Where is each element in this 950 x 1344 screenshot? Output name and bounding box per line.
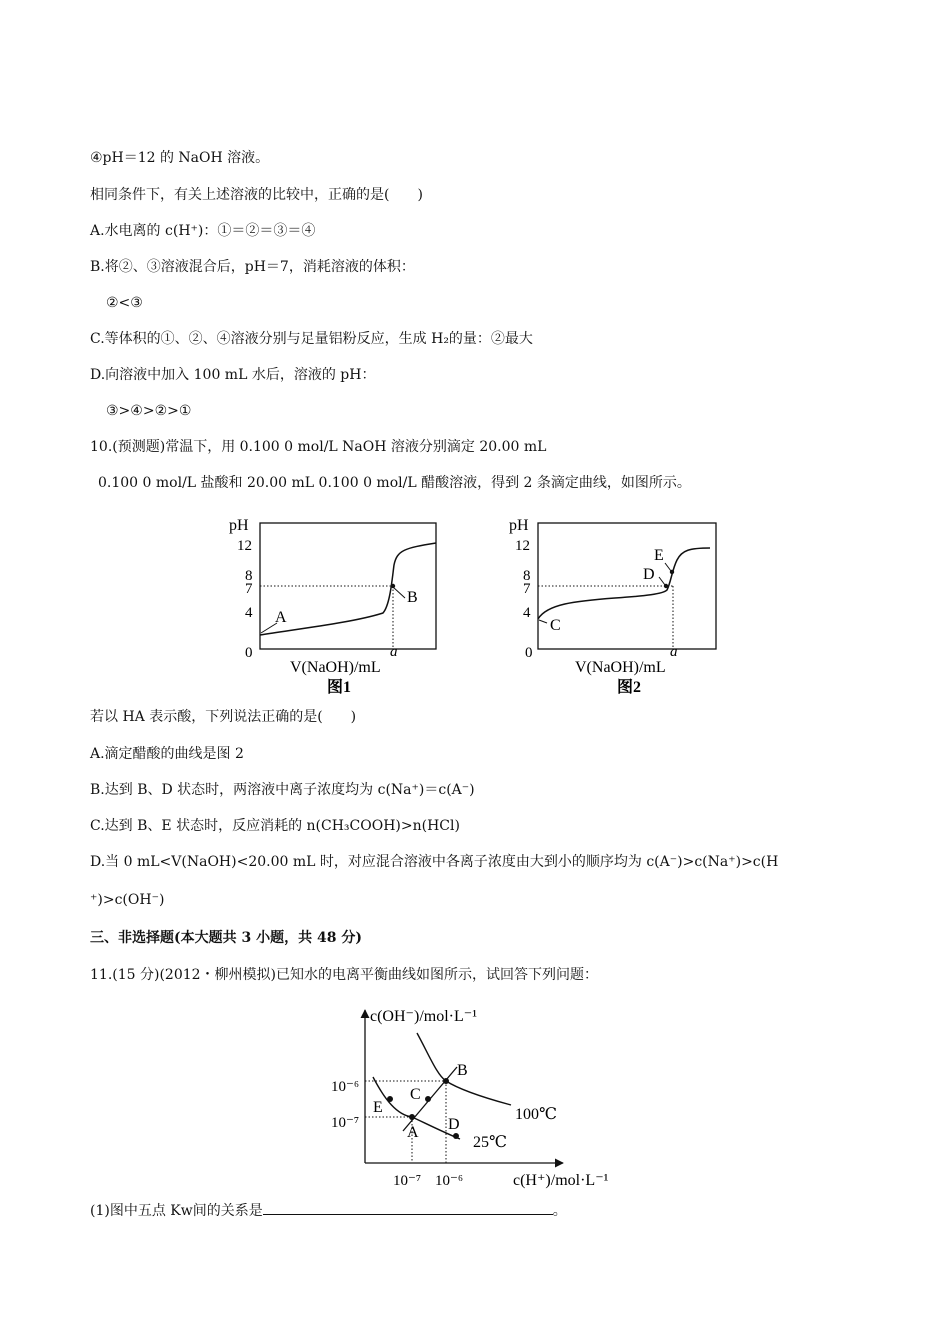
fig3-point-c xyxy=(425,1096,431,1102)
figure-3 xyxy=(325,995,635,1195)
fig2-tick-8: 8 xyxy=(523,568,531,584)
fig3-xlabel: c(H⁺)/mol·L⁻¹ xyxy=(513,1172,609,1189)
line-18: 11.(15 分)(2012・柳州模拟)已知水的电离平衡曲线如图所示，试回答下列问题： xyxy=(90,967,599,983)
fig2-caption: 图2 xyxy=(617,679,642,696)
fig2-label-e: E xyxy=(654,547,664,564)
fig3-label-b: B xyxy=(457,1062,468,1079)
fig2-ylabel: pH xyxy=(509,517,529,534)
fig3-label-e: E xyxy=(373,1099,383,1116)
fig1-ylabel: pH xyxy=(229,517,249,534)
fig3-point-a xyxy=(409,1114,415,1120)
fig1-caption: 图1 xyxy=(327,679,352,696)
line-13: B.达到 B、D 状态时，两溶液中离子浓度均为 c(Na⁺)＝c(A⁻) xyxy=(90,782,475,798)
fig2-curve xyxy=(538,548,710,619)
fig2-pointer-c xyxy=(539,620,547,623)
line-7: D.向溶液中加入 100 mL 水后，溶液的 pH： xyxy=(90,367,376,383)
line-15: D.当 0 mL<V(NaOH)<20.00 mL 时，对应混合溶液中各离子浓度由大到小的顺序均为 c(A⁻)>c(Na⁺)>c(H xyxy=(90,854,779,870)
fig1-label-b: B xyxy=(407,589,418,606)
line-9: 10.(预测题)常温下，用 0.100 0 mol/L NaOH 溶液分别滴定 20.00 mL xyxy=(90,439,547,455)
fig3-label-25c: 25℃ xyxy=(473,1134,507,1151)
question-11-1 xyxy=(90,1200,567,1221)
fig2-tick-12: 12 xyxy=(515,538,530,554)
question-11-1-text: (1)图中五点 Kw间的关系是 xyxy=(90,1203,263,1219)
fig1-xlabel: V(NaOH)/mL xyxy=(290,659,381,676)
fig1-tick-7: 7 xyxy=(245,581,253,597)
fig1-xmark: a xyxy=(390,644,398,660)
fig2-xmark: a xyxy=(670,644,678,660)
fig1-tick-4: 4 xyxy=(245,605,253,621)
section-heading: 三、非选择题(本大题共 3 小题，共 48 分) xyxy=(90,930,362,946)
fig2-pointer-e xyxy=(665,563,671,571)
fig2-tick-4: 4 xyxy=(523,605,531,621)
fig1-tick-8: 8 xyxy=(245,568,253,584)
question-11-1-end: 。 xyxy=(552,1203,567,1219)
fig2-xlabel: V(NaOH)/mL xyxy=(575,659,666,676)
line-3: A.水电离的 c(H⁺)：①＝②＝③＝④ xyxy=(90,223,316,239)
line-12: A.滴定醋酸的曲线是图 2 xyxy=(90,746,244,762)
fig3-ytick-6: 10⁻⁶ xyxy=(331,1079,360,1095)
fig3-label-c: C xyxy=(410,1086,421,1103)
answer-blank[interactable] xyxy=(263,1200,553,1215)
fig3-point-b xyxy=(443,1078,449,1084)
line-5: ②<③ xyxy=(106,295,143,311)
fig3-point-d xyxy=(453,1133,459,1139)
line-4: B.将②、③溶液混合后，pH＝7，消耗溶液的体积： xyxy=(90,259,415,275)
line-6: C.等体积的①、②、④溶液分别与足量铝粉反应，生成 H₂的量：②最大 xyxy=(90,331,533,347)
line-11: 若以 HA 表示酸，下列说法正确的是( ) xyxy=(90,709,357,725)
fig3-point-e xyxy=(387,1096,393,1102)
fig2-pointer-d xyxy=(659,577,665,585)
figure-2 xyxy=(505,510,730,705)
fig3-ylabel: c(OH⁻)/mol·L⁻¹ xyxy=(370,1008,477,1025)
fig3-label-a: A xyxy=(407,1124,419,1141)
fig1-pointer-b xyxy=(393,587,405,598)
fig1-label-a: A xyxy=(275,609,287,626)
fig1-origin: 0 xyxy=(245,645,253,661)
fig3-ytick-7: 10⁻⁷ xyxy=(331,1115,360,1131)
fig1-tick-12: 12 xyxy=(237,538,252,554)
line-1: ④pH＝12 的 NaOH 溶液。 xyxy=(90,150,270,166)
fig2-label-c: C xyxy=(550,617,561,634)
fig3-xtick-6: 10⁻⁶ xyxy=(435,1173,464,1189)
fig2-origin: 0 xyxy=(525,645,533,661)
fig2-tick-7: 7 xyxy=(523,581,531,597)
line-2: 相同条件下，有关上述溶液的比较中，正确的是( ) xyxy=(90,187,423,203)
figure-1 xyxy=(225,510,450,705)
line-16: ⁺)>c(OH⁻) xyxy=(90,892,165,908)
line-10: 0.100 0 mol/L 盐酸和 20.00 mL 0.100 0 mol/L 醋酸溶液，得到 2 条滴定曲线，如图所示。 xyxy=(98,475,691,491)
fig2-label-d: D xyxy=(643,566,655,583)
line-8: ③>④>②>① xyxy=(106,403,192,419)
fig3-label-d: D xyxy=(448,1116,460,1133)
line-14: C.达到 B、E 状态时，反应消耗的 n(CH₃COOH)>n(HCl) xyxy=(90,818,460,834)
fig3-label-100c: 100℃ xyxy=(515,1106,557,1123)
fig3-xtick-7: 10⁻⁷ xyxy=(393,1173,422,1189)
